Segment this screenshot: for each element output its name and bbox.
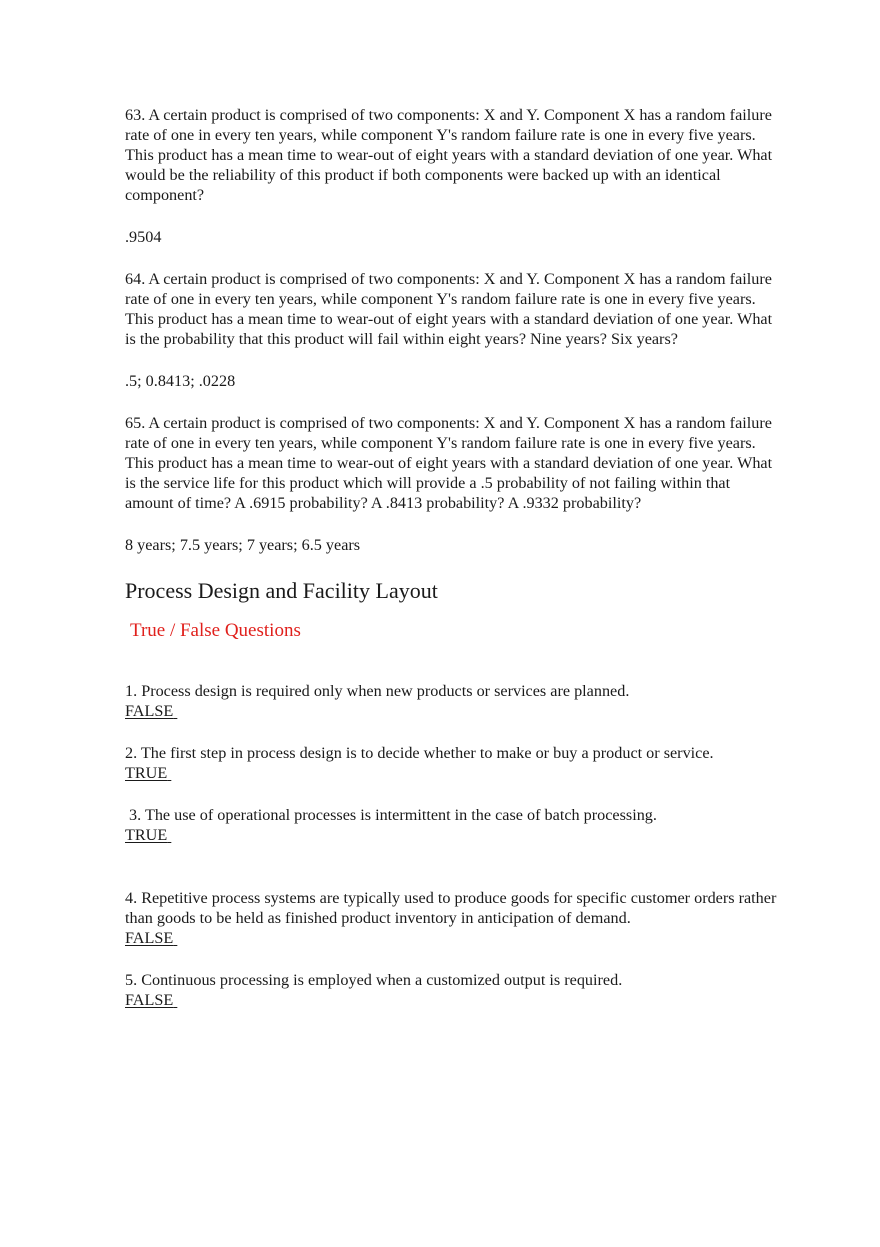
section-subtitle: True / False Questions — [130, 620, 301, 641]
section-title: Process Design and Facility Layout — [125, 578, 438, 603]
answer-65: 8 years; 7.5 years; 7 years; 6.5 years — [125, 536, 361, 554]
tf-answer-5: FALSE — [125, 991, 174, 1009]
tf-answer-1: FALSE — [125, 702, 174, 720]
answer-64: .5; 0.8413; .0228 — [125, 372, 236, 390]
tf-question-3: 3. The use of operational processes is intermittent in the case of batch processing. — [125, 806, 657, 824]
tf-answer-2: TRUE — [125, 764, 168, 782]
tf-question-2: 2. The first step in process design is to decide whether to make or buy a product or service. — [125, 744, 714, 762]
tf-answer-4: FALSE — [125, 929, 174, 947]
tf-question-1: 1. Process design is required only when new products or services are planned. — [125, 682, 630, 700]
tf-question-4: 4. Repetitive process systems are typically used to produce goods for specific customer orders rather than goods to be held as finished product inventory in anticipation of demand. — [125, 889, 777, 927]
tf-answer-3: TRUE — [125, 826, 168, 844]
question-64: 64. A certain product is comprised of two components: X and Y. Component X has a random failure rate of one in every ten years, while component Y's random failure rate is one in every five years. This product has a mean time to wear-out of eight years with a standard deviation of one year. What is the probability that this product will fail within eight years? Nine years? Six years? — [125, 270, 773, 348]
document-page — [125, 105, 785, 1010]
question-63: 63. A certain product is comprised of two components: X and Y. Component X has a random failure rate of one in every ten years, while component Y's random failure rate is one in every five years. This product has a mean time to wear-out of eight years with a standard deviation of one year. What would be the reliability of this product if both components were backed up with an identical component? — [125, 106, 773, 204]
answer-63: .9504 — [125, 228, 162, 246]
question-65: 65. A certain product is comprised of two components: X and Y. Component X has a random failure rate of one in every ten years, while component Y's random failure rate is one in every five years. This product has a mean time to wear-out of eight years with a standard deviation of one year. What is the service life for this product which will provide a .5 probability of not failing within that amount of time? A .6915 probability? A .8413 probability? A .9332 probability? — [125, 414, 773, 512]
tf-question-5: 5. Continuous processing is employed when a customized output is required. — [125, 971, 623, 989]
